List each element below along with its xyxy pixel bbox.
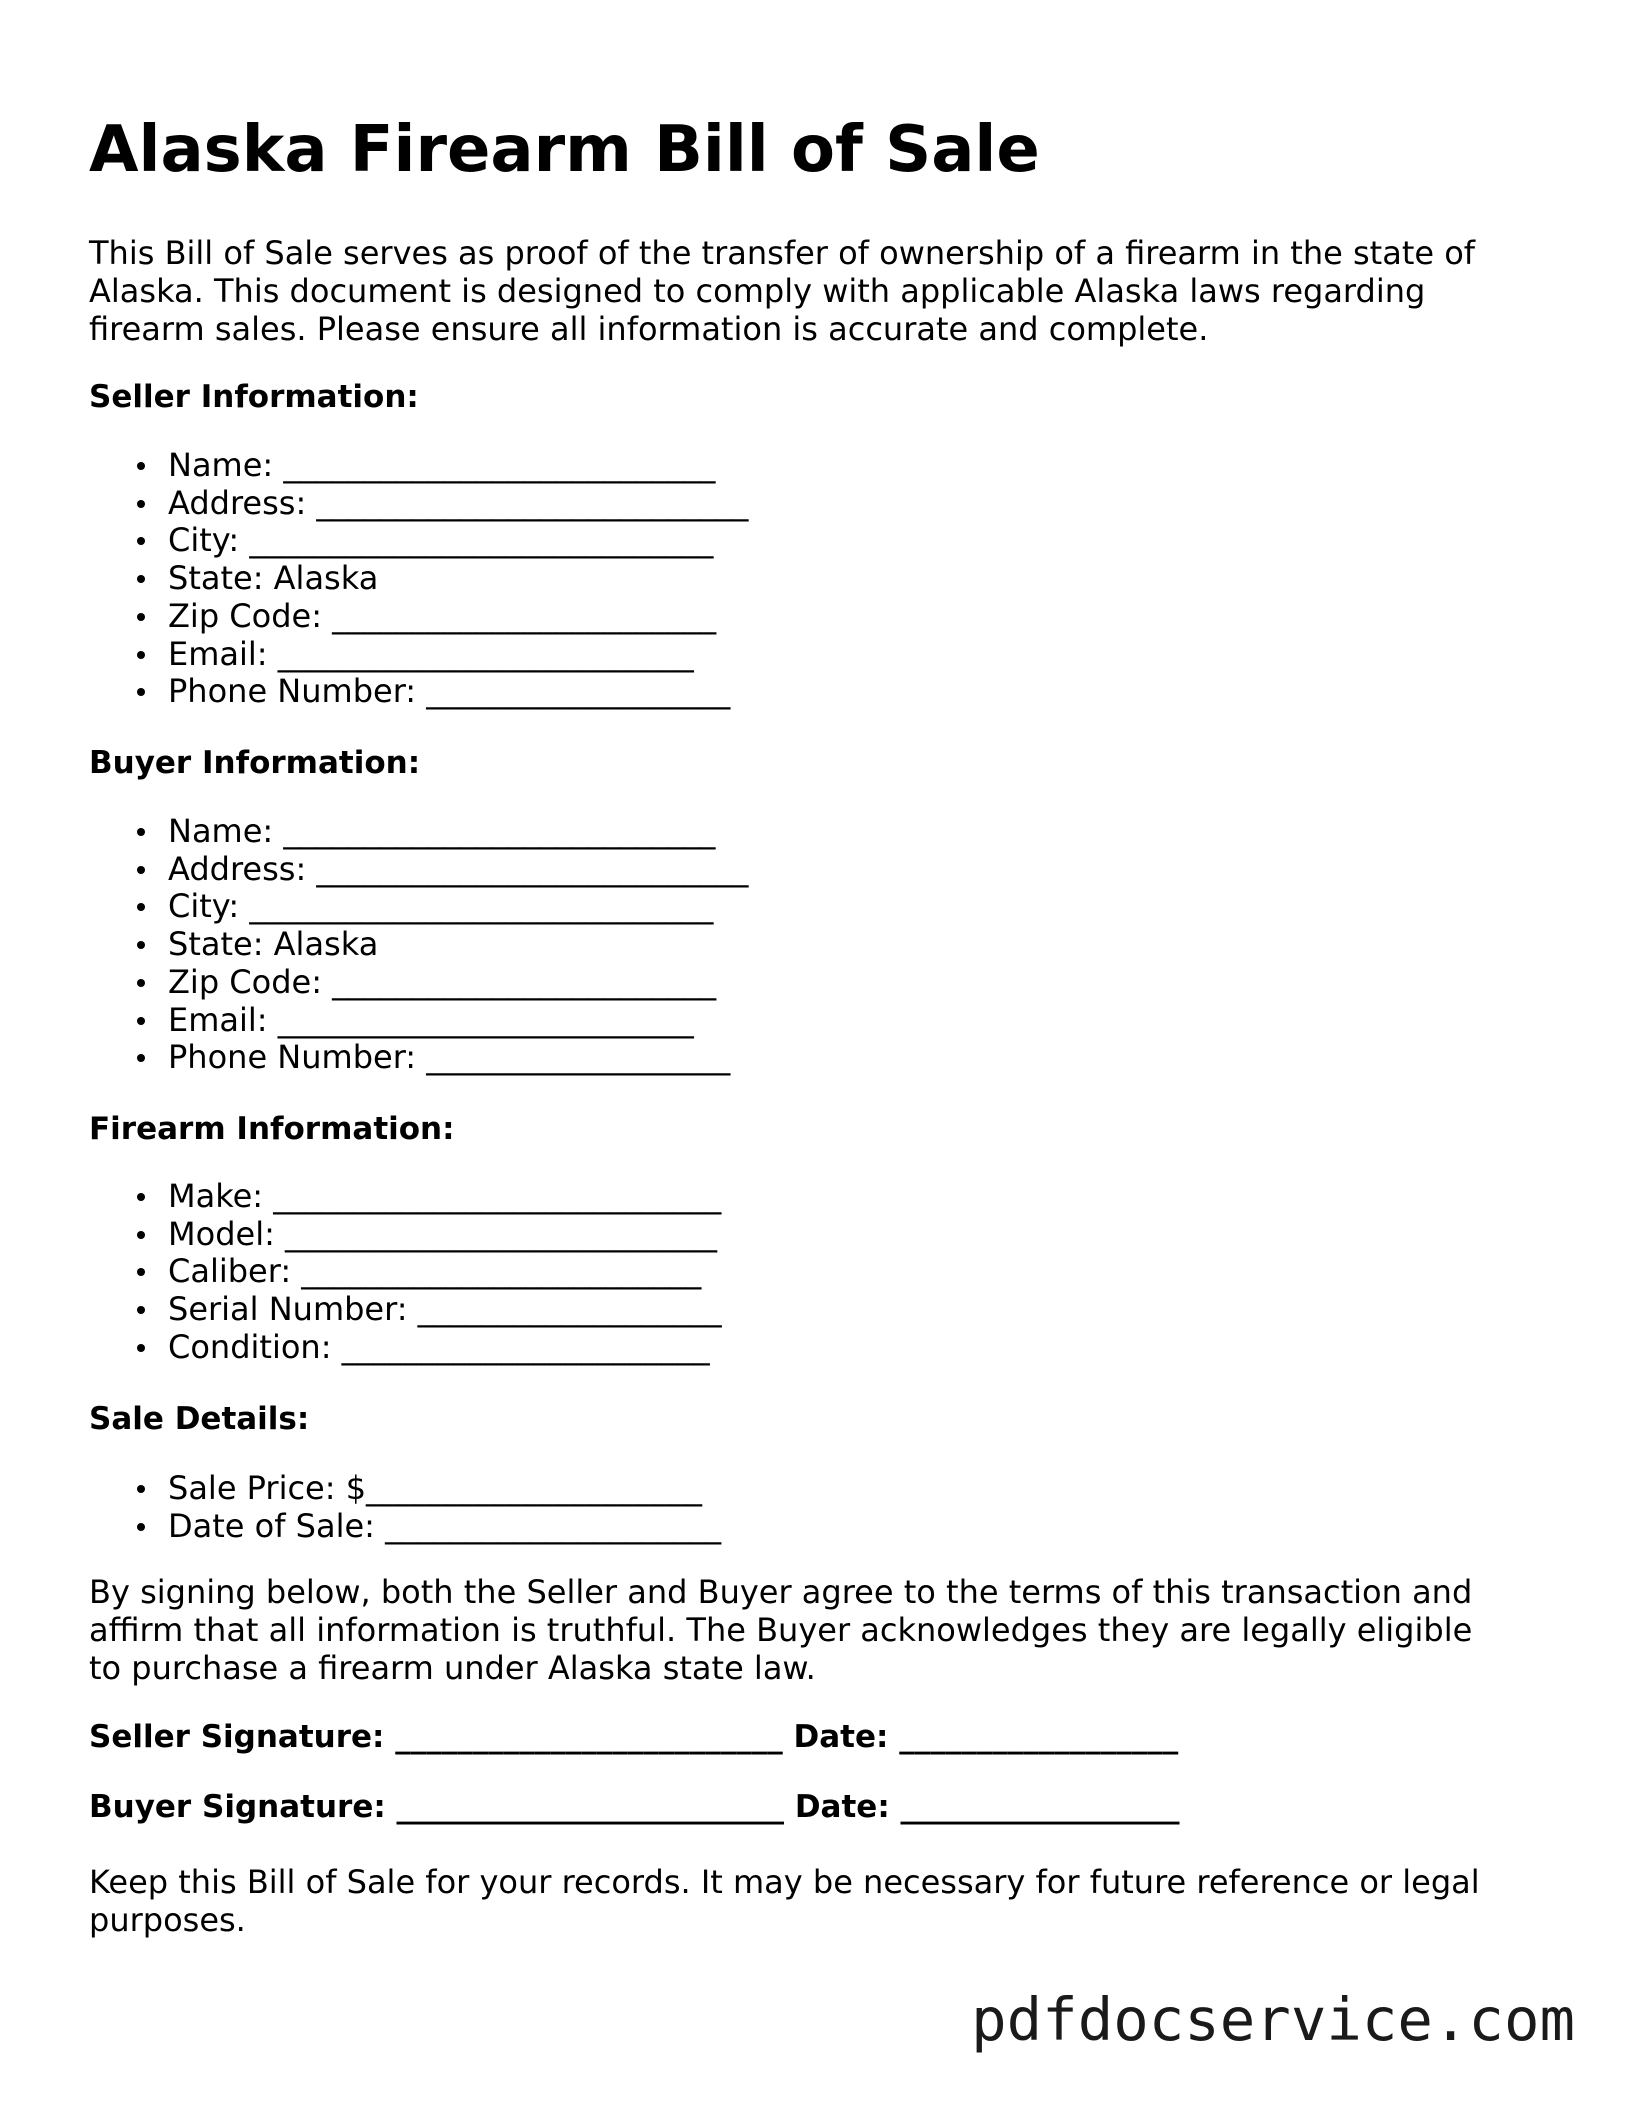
buyer-city-field[interactable]: City: _____________________________ bbox=[168, 888, 748, 926]
firearm-caliber-field[interactable]: Caliber: _________________________ bbox=[168, 1253, 722, 1291]
buyer-email-field[interactable]: Email: __________________________ bbox=[168, 1002, 748, 1040]
buyer-phone-field[interactable]: Phone Number: ___________________ bbox=[168, 1039, 748, 1077]
closing-note: Keep this Bill of Sale for your records. It may be necessary for future reference or legal purposes. bbox=[89, 1863, 1480, 1939]
buyer-heading: Buyer Information: bbox=[89, 745, 421, 781]
watermark-text: pdfdocservice.com bbox=[971, 1985, 1575, 2054]
buyer-signature-line[interactable]: Buyer Signature: _________________________ Date: __________________ bbox=[89, 1789, 1180, 1825]
seller-city-field[interactable]: City: _____________________________ bbox=[168, 522, 748, 560]
firearm-model-field[interactable]: Model: ___________________________ bbox=[168, 1216, 722, 1254]
document-title: Alaska Firearm Bill of Sale bbox=[89, 113, 1040, 187]
sale-fields-list bbox=[89, 1470, 721, 1545]
sale-price-field[interactable]: Sale Price: $_____________________ bbox=[168, 1470, 721, 1508]
buyer-name-field[interactable]: Name: ___________________________ bbox=[168, 813, 748, 851]
seller-name-field[interactable]: Name: ___________________________ bbox=[168, 447, 748, 485]
seller-heading: Seller Information: bbox=[89, 379, 419, 415]
firearm-fields-list bbox=[89, 1178, 722, 1367]
seller-address-field[interactable]: Address: ___________________________ bbox=[168, 483, 749, 522]
seller-zip-field[interactable]: Zip Code: ________________________ bbox=[168, 598, 748, 636]
seller-fields-list bbox=[89, 447, 748, 711]
seller-state-field: State: Alaska bbox=[168, 560, 748, 598]
buyer-zip-field[interactable]: Zip Code: ________________________ bbox=[168, 964, 748, 1002]
seller-email-field[interactable]: Email: __________________________ bbox=[168, 636, 748, 674]
seller-phone-field[interactable]: Phone Number: ___________________ bbox=[168, 673, 748, 711]
firearm-make-field[interactable]: Make: ____________________________ bbox=[168, 1177, 722, 1215]
buyer-state-field: State: Alaska bbox=[168, 926, 748, 964]
firearm-condition-field[interactable]: Condition: _______________________ bbox=[168, 1329, 722, 1367]
buyer-fields-list bbox=[89, 813, 748, 1077]
firearm-serial-field[interactable]: Serial Number: ___________________ bbox=[168, 1290, 722, 1329]
agreement-paragraph: By signing below, both the Seller and Buyer agree to the terms of this transaction and affirm that all information is truthful. The Buyer acknowledges they are legally eligible to purchase a firearm under Alaska state law. bbox=[89, 1573, 1473, 1687]
firearm-heading: Firearm Information: bbox=[89, 1111, 455, 1147]
buyer-address-field[interactable]: Address: ___________________________ bbox=[168, 849, 749, 888]
seller-signature-line[interactable]: Seller Signature: _________________________ Date: __________________ bbox=[89, 1719, 1179, 1755]
intro-paragraph: This Bill of Sale serves as proof of the transfer of ownership of a firearm in the state of Alaska. This document is designed to comply with applicable Alaska laws regarding firearm sales. Please ensure all information is accurate and complete. bbox=[89, 234, 1476, 348]
sale-date-field[interactable]: Date of Sale: _____________________ bbox=[168, 1506, 722, 1545]
sale-heading: Sale Details: bbox=[89, 1401, 310, 1437]
